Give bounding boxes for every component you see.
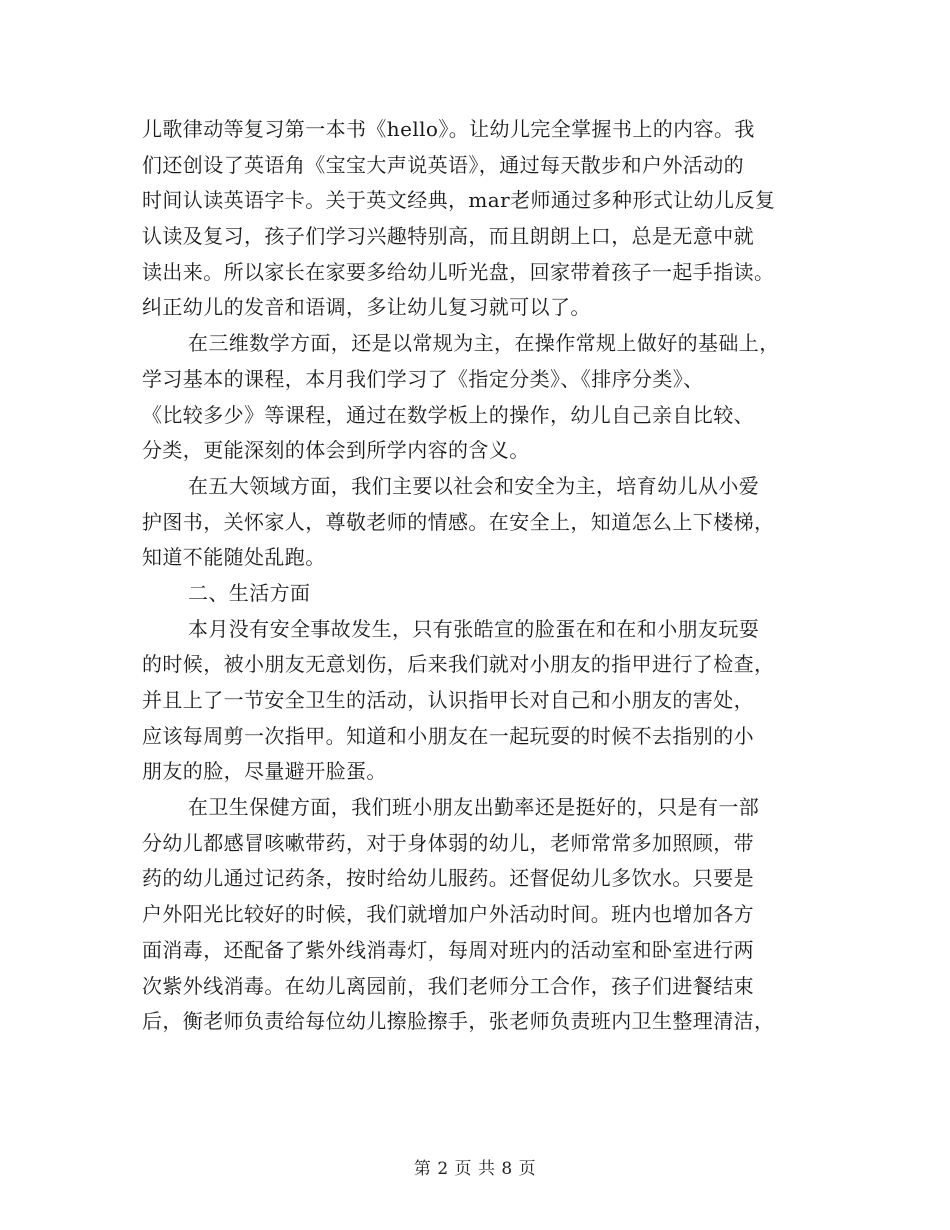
text-line: 药的幼儿通过记药条，按时给幼儿服药。还督促幼儿多饮水。只要是 (142, 866, 754, 891)
page-number-footer: 第 2 页 共 8 页 (413, 1159, 537, 1179)
document-body (142, 112, 812, 1040)
text-line: 的时候，被小朋友无意划伤，后来我们就对小朋友的指甲进行了检查， (142, 652, 775, 677)
text-line: 时间认读英语字卡。关于英文经典，mar老师通过多种形式让幼儿反复 (142, 188, 776, 213)
text-line: 本月没有安全事故发生，只有张皓宣的脸蛋在和在和小朋友玩耍 (188, 616, 760, 641)
text-line: 在五大领域方面，我们主要以社会和安全为主，培育幼儿从小爱 (188, 473, 760, 498)
text-line: 次紫外线消毒。在幼儿离园前，我们老师分工合作，孩子们进餐结束 (142, 973, 754, 998)
text-line: 在卫生保健方面，我们班小朋友出勤率还是挺好的，只是有一部 (188, 795, 760, 820)
text-line: 知道不能随处乱跑。 (142, 545, 326, 570)
text-line: 面消毒，还配备了紫外线消毒灯，每周对班内的活动室和卧室进行两 (142, 937, 754, 962)
text-line: 纠正幼儿的发音和语调，多让幼儿复习就可以了。 (142, 295, 591, 320)
text-line: 后，衡老师负责给每位幼儿擦脸擦手，张老师负责班内卫生整理清洁， (142, 1009, 775, 1034)
text-line: 应该每周剪一次指甲。知道和小朋友在一起玩耍的时候不去指别的小 (142, 723, 754, 748)
text-line: 《比较多少》等课程，通过在数学板上的操作，幼儿自己亲自比较、 (142, 402, 754, 427)
text-line: 学习基本的课程，本月我们学习了《指定分类》、《排序分类》、 (142, 366, 704, 391)
text-line: 认读及复习，孩子们学习兴趣特别高，而且朗朗上口，总是无意中就 (142, 224, 754, 249)
text-line: 分幼儿都感冒咳嗽带药，对于身体弱的幼儿，老师常常多加照顾，带 (142, 830, 754, 855)
text-line: 儿歌律动等复习第一本书《hello》。让幼儿完全掌握书上的内容。我 (142, 117, 755, 141)
text-line: 分类，更能深刻的体会到所学内容的含义。 (142, 438, 530, 463)
text-line: 读出来。所以家长在家要多给幼儿听光盘，回家带着孩子一起手指读。 (142, 259, 775, 284)
text-line: 朋友的脸，尽量避开脸蛋。 (142, 759, 387, 784)
text-line: 二、生活方面 (188, 580, 311, 605)
text-line: 并且上了一节安全卫生的活动，认识指甲长对自己和小朋友的害处， (142, 688, 754, 712)
text-line: 护图书，关怀家人，尊敬老师的情感。在安全上，知道怎么上下楼梯， (142, 509, 775, 534)
text-line: 户外阳光比较好的时候，我们就增加户外活动时间。班内也增加各方 (142, 902, 754, 927)
text-line: 在三维数学方面，还是以常规为主，在操作常规上做好的基础上， (188, 331, 780, 356)
text-line: 们还创设了英语角《宝宝大声说英语》，通过每天散步和户外活动的 (142, 152, 744, 177)
